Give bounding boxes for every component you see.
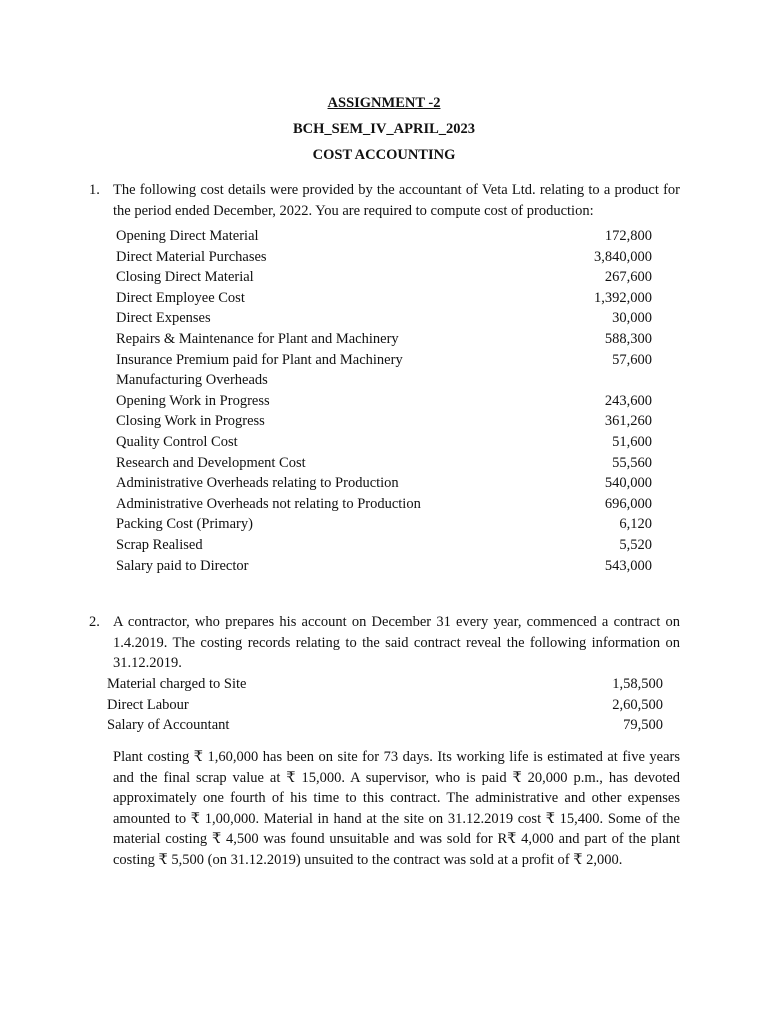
row-label: Direct Material Purchases bbox=[116, 248, 267, 265]
row-value: 2,60,500 bbox=[612, 696, 663, 713]
row-value: 540,000 bbox=[604, 475, 652, 492]
table-row bbox=[116, 411, 652, 432]
table-row bbox=[116, 329, 652, 350]
table-row bbox=[116, 308, 652, 329]
table-row bbox=[116, 432, 652, 453]
row-value: 543,000 bbox=[604, 557, 652, 574]
table-row bbox=[107, 715, 663, 736]
row-value: 267,600 bbox=[604, 269, 652, 286]
row-value: 6,120 bbox=[619, 516, 652, 533]
table-row bbox=[107, 695, 663, 716]
row-value: 79,500 bbox=[623, 717, 663, 734]
subject-title: COST ACCOUNTING bbox=[312, 147, 456, 163]
row-value: 588,300 bbox=[604, 330, 652, 347]
table-row bbox=[116, 535, 652, 556]
row-label: Salary paid to Director bbox=[116, 557, 249, 574]
row-label: Closing Work in Progress bbox=[116, 413, 265, 430]
table-row bbox=[116, 556, 652, 577]
row-label: Opening Direct Material bbox=[116, 228, 259, 244]
question-2-number: 2. bbox=[89, 614, 100, 630]
table-row bbox=[116, 247, 652, 268]
table-row bbox=[116, 514, 652, 535]
table-row bbox=[116, 453, 652, 474]
row-value: 5,520 bbox=[619, 536, 652, 553]
row-value: 361,260 bbox=[604, 413, 652, 430]
row-label: Packing Cost (Primary) bbox=[116, 516, 253, 533]
row-label: Administrative Overheads not relating to Production bbox=[116, 495, 421, 512]
table-row bbox=[116, 494, 652, 515]
row-value: 1,392,000 bbox=[594, 289, 652, 306]
question-2-cost-table bbox=[107, 674, 663, 736]
table-row bbox=[116, 473, 652, 494]
row-label: Repairs & Maintenance for Plant and Machinery bbox=[116, 330, 399, 347]
table-row bbox=[116, 288, 652, 309]
question-1-number: 1. bbox=[89, 182, 100, 198]
question-1-cost-table bbox=[116, 226, 652, 576]
row-label: Manufacturing Overheads bbox=[116, 372, 268, 389]
row-label: Insurance Premium paid for Plant and Machinery bbox=[116, 351, 403, 368]
row-value: 3,840,000 bbox=[594, 248, 652, 265]
row-value: 30,000 bbox=[612, 310, 652, 327]
row-label: Research and Development Cost bbox=[116, 454, 306, 471]
table-row bbox=[116, 267, 652, 288]
row-label: Quality Control Cost bbox=[116, 433, 238, 450]
table-row bbox=[116, 391, 652, 412]
row-label: Closing Direct Material bbox=[116, 269, 254, 286]
row-label: Scrap Realised bbox=[116, 536, 203, 553]
row-label: Direct Expenses bbox=[116, 310, 211, 327]
row-value: 1,58,500 bbox=[612, 676, 663, 692]
question-2-text: A contractor, who prepares his account on December 31 every year, commenced a contract on 1.4.2019. The costing records relating to the said contract reveal the following information on 31.12.2019. bbox=[113, 614, 680, 672]
row-label: Direct Employee Cost bbox=[116, 289, 245, 306]
assignment-title: ASSIGNMENT -2 bbox=[327, 95, 441, 111]
row-value: 696,000 bbox=[604, 495, 652, 512]
question-2-paragraph: Plant costing ₹ 1,60,000 has been on site for 73 days. Its working life is estimated at five years and the final scrap value at ₹ 15,000. A supervisor, who is paid ₹ 20,000 p.m., has devoted approximately one fourth of his time to this contract. The administrative and other expenses amounted to ₹ 1,00,000. Material in hand at the site on 31.12.2019 cost ₹ 15,400. Some of the material costing ₹ 4,500 was found unsuitable and was sold for R₹ 4,000 and part of the plant costing ₹ 5,500 (on 31.12.2019) unsuited to the contract was sold at a profit of ₹ 2,000. bbox=[113, 749, 680, 868]
row-value: 51,600 bbox=[612, 433, 652, 450]
row-value: 172,800 bbox=[604, 228, 652, 244]
row-label: Material charged to Site bbox=[107, 676, 247, 692]
table-row bbox=[107, 674, 663, 695]
row-label: Salary of Accountant bbox=[107, 717, 230, 734]
row-label: Opening Work in Progress bbox=[116, 392, 270, 409]
question-1-text: The following cost details were provided by the accountant of Veta Ltd. relating to a product for the period ended December, 2022. You are required to compute cost of production: bbox=[113, 182, 680, 219]
row-value: 55,560 bbox=[612, 454, 652, 471]
table-row bbox=[116, 226, 652, 247]
table-row bbox=[116, 370, 652, 391]
row-label: Direct Labour bbox=[107, 696, 189, 713]
row-value: 57,600 bbox=[612, 351, 652, 368]
course-code: BCH_SEM_IV_APRIL_2023 bbox=[292, 121, 476, 137]
table-row bbox=[116, 350, 652, 371]
row-value: 243,600 bbox=[604, 392, 652, 409]
row-label: Administrative Overheads relating to Production bbox=[116, 475, 399, 492]
